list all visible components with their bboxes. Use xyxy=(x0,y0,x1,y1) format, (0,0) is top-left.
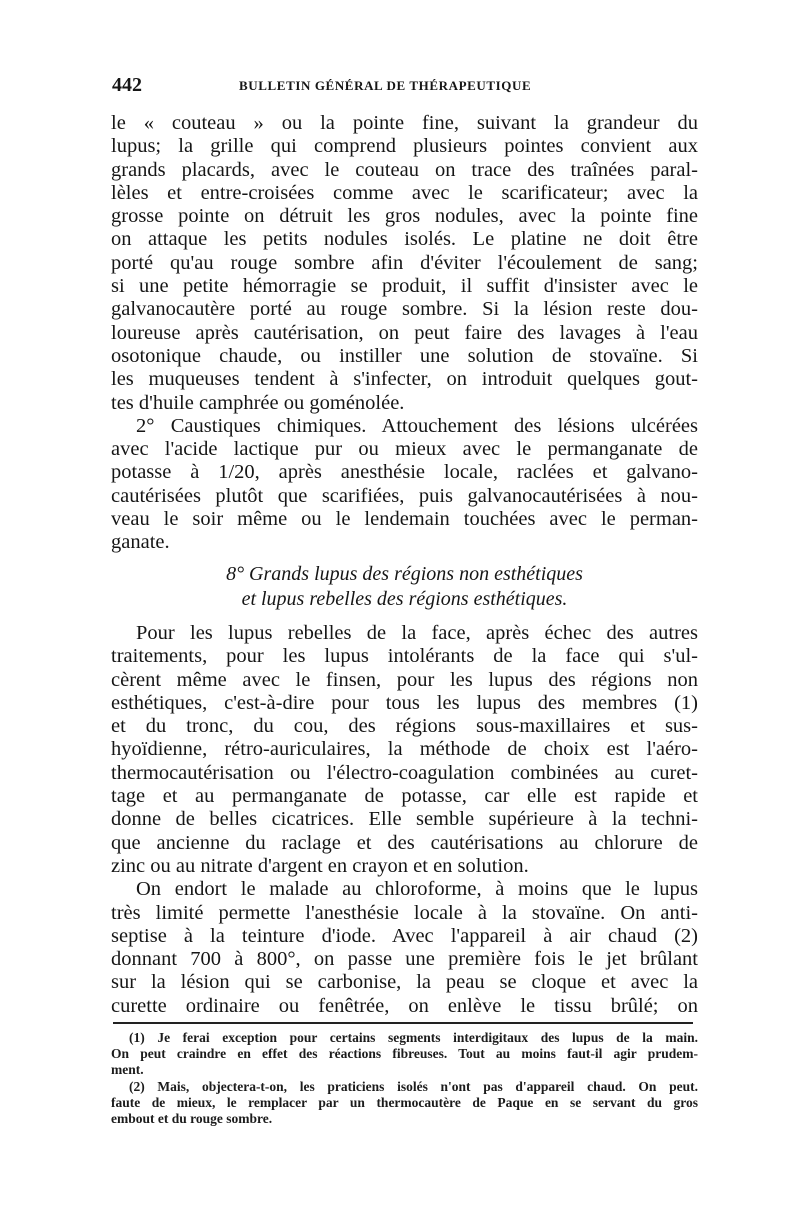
footnote-line: embout et du rouge sombre. xyxy=(111,1111,273,1127)
footnote-divider xyxy=(113,1022,693,1024)
text-line: curette ordinaire ou fenêtrée, on enlève le tissu brûlé; on xyxy=(111,994,698,1017)
text-line: veau le soir même ou le lendemain touchées avec le perman- xyxy=(111,508,698,531)
text-line: cèrent même avec le finsen, pour les lupus des régions non xyxy=(111,668,698,691)
footnote-line: ment. xyxy=(111,1062,144,1078)
text-line: très limité permette l'anesthésie locale à la stovaïne. On anti- xyxy=(111,901,698,924)
text-line: zinc ou au nitrate d'argent en crayon et en solution. xyxy=(111,854,529,877)
section-heading xyxy=(111,562,698,612)
page-header xyxy=(112,74,696,98)
section-heading-line: 8° Grands lupus des régions non esthétiques xyxy=(226,563,583,585)
text-line: que ancienne du raclage et des cautérisations au chlorure de xyxy=(111,831,698,854)
text-line: lupus; la grille qui comprend plusieurs pointes convient aux xyxy=(111,135,698,158)
running-title: BULLETIN GÉNÉRAL DE THÉRAPEUTIQUE xyxy=(239,78,532,93)
text-line: lèles et entre-croisées comme avec le scarificateur; avec la xyxy=(111,181,698,204)
text-line: hyoïdienne, rétro-auriculaires, la méthode de choix est l'aéro- xyxy=(111,738,698,761)
text-line: loureuse après cautérisation, on peut faire des lavages à l'eau xyxy=(111,321,698,344)
text-line: sur la lésion qui se carbonise, la peau se cloque et avec la xyxy=(111,971,698,994)
text-line: grosse pointe on détruit les gros nodules, avec la pointe fine xyxy=(111,205,698,228)
footnote-line: faute de mieux, le remplacer par un thermocautère de Paque en se servant du gros xyxy=(111,1094,698,1110)
text-line: cautérisées plutôt que scarifiées, puis galvanocautérisées à nou- xyxy=(111,484,698,507)
text-line: donne de belles cicatrices. Elle semble supérieure à la techni- xyxy=(111,808,698,831)
text-line: On endort le malade au chloroforme, à moins que le lupus xyxy=(136,878,698,901)
text-line: tes d'huile camphrée ou goménolée. xyxy=(111,391,405,414)
text-line: Pour les lupus rebelles de la face, après échec des autres xyxy=(136,622,698,644)
text-line: le « couteau » ou la pointe fine, suivant la grandeur du xyxy=(111,112,698,134)
text-line: et du tronc, du cou, des régions sous-maxillaires et sus- xyxy=(111,715,698,738)
footnote-line: (2) Mais, objectera-t-on, les praticiens isolés n'ont pas d'appareil chaud. On peut. xyxy=(129,1078,698,1094)
text-line: potasse à 1/20, après anesthésie locale, raclées et galvano- xyxy=(111,461,698,484)
text-line: on attaque les petits nodules isolés. Le platine ne doit être xyxy=(111,228,698,251)
body-paragraphs-top xyxy=(111,112,698,555)
footnotes xyxy=(111,1030,698,1127)
text-line: tage et au permanganate de potasse, car elle est rapide et xyxy=(111,785,698,808)
text-line: esthétiques, c'est-à-dire pour tous les lupus des membres (1) xyxy=(111,691,698,714)
text-line: donnant 700 à 800°, on passe une première fois le jet brûlant xyxy=(111,948,698,971)
text-line: 2° Caustiques chimiques. Attouchement des lésions ulcérées xyxy=(136,414,698,437)
footnote-line: On peut craindre en effet des réactions fibreuses. Tout au moins faut-il agir prudem- xyxy=(111,1046,698,1062)
body-paragraphs-bottom xyxy=(111,622,698,1018)
footnote-line: (1) Je ferai exception pour certains segments interdigitaux des lupus de la main. xyxy=(129,1030,698,1045)
text-line: porté qu'au rouge sombre afin d'éviter l'écoulement de sang; xyxy=(111,251,698,274)
text-line: les muqueuses tendent à s'infecter, on introduit quelques gout- xyxy=(111,368,698,391)
text-line: grands placards, avec le couteau on trace des traînées paral- xyxy=(111,158,698,181)
text-line: si une petite hémorragie se produit, il suffit d'insister avec le xyxy=(111,275,698,298)
text-line: osotonique chaude, ou instiller une solution de stovaïne. Si xyxy=(111,344,698,367)
text-line: ganate. xyxy=(111,531,170,554)
text-line: galvanocautère porté au rouge sombre. Si la lésion reste dou- xyxy=(111,298,698,321)
text-line: septise à la teinture d'iode. Avec l'appareil à air chaud (2) xyxy=(111,924,698,947)
text-line: thermocautérisation ou l'électro-coagulation combinées au curet- xyxy=(111,761,698,784)
page-number: 442 xyxy=(112,74,142,96)
section-heading-line: et lupus rebelles des régions esthétiques. xyxy=(241,588,568,610)
text-line: avec l'acide lactique pur ou mieux avec le permanganate de xyxy=(111,438,698,461)
text-line: traitements, pour les lupus intolérants de la face qui s'ul- xyxy=(111,645,698,668)
